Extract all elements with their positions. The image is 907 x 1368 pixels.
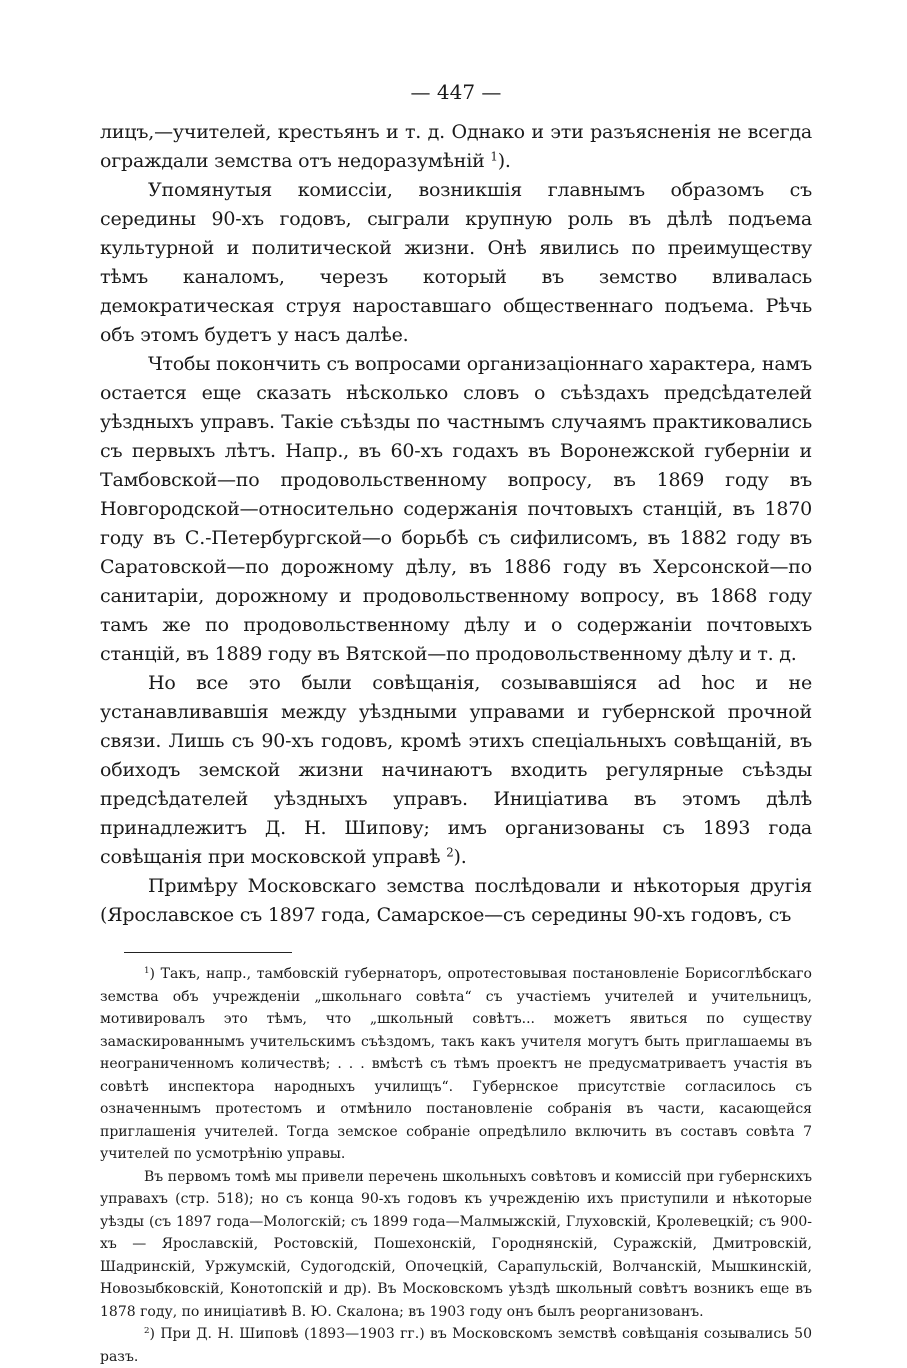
footnote-ref-2: 2 [446, 845, 454, 860]
paragraph-1 [100, 118, 812, 176]
paragraph-5 [100, 872, 812, 930]
paragraph-2 [100, 176, 812, 350]
footnote-ref-1: 1 [490, 149, 498, 164]
footnote-mark: 1 [144, 966, 150, 977]
paragraph-tail: ). [497, 150, 511, 172]
paragraph-tail: ). [453, 846, 467, 868]
footnote-text: Въ первомъ томѣ мы привели перечень школьныхъ совѣтовъ и комиссій при губернскихъ управахъ (стр. 518); но съ конца 90-хъ годовъ къ учрежденію ихъ приступили и нѣкоторые уѣзды (съ 1897 года—Мологскій; съ 1899 года—Малмыжскій, Глуховскій, Кролевецкій; съ 900-хъ — Ярославскій, Ростовскій, Пошехонскій, Городнянскій, Суражскій, Дмитровскій, Шадринскій, Уржумскій, Судогодскій, Опочецкій, Сарапульскій, Волчанскій, Мышкинскій, Новозыбковскій, Конотопскій и др). Въ Московскомъ уѣздѣ школьный совѣтъ возникъ еще въ 1878 году, по иниціативѣ В. Ю. Скалона; въ 1903 году онъ былъ реорганизованъ. [100, 1168, 812, 1320]
footnote-text: ) Такъ, напр., тамбовскій губернаторъ, опротестовывая постановленіе Борисоглѣбскаго земства объ учрежденіи „школьнаго совѣта“ съ участіемъ учителей и учительницъ, мотивировалъ это тѣмъ, что „школьный совѣтъ... можетъ явиться по существу замаскированнымъ учительскимъ съѣздомъ, такъ какъ учителя могутъ быть приглашаемы въ неограниченномъ количествѣ; . . . вмѣстѣ съ тѣмъ проектъ не предусматриваетъ участія въ совѣтѣ инспектора народныхъ училищъ“. Губернское присутствіе согласилось съ означеннымъ протестомъ и отмѣнило постановленіе собранія въ части, касающейся приглашенія учителей. Тогда земское собраніе опредѣлило включить въ составъ совѣта 7 учителей по усмотрѣнію управы. [100, 966, 812, 1162]
paragraph-text: лицъ,—учителей, крестьянъ и т. д. Однако и эти разъясненія не всегда ограждали земства отъ недоразумѣній [100, 121, 812, 172]
paragraph-text: Упомянутыя комиссіи, возникшія главнымъ образомъ съ середины 90-хъ годовъ, сыграли крупную роль въ дѣлѣ подъема культурной и политической жизни. Онѣ явились по преимуществу тѣмъ каналомъ, черезъ который въ земство вливалась демократическая струя нароставшаго общественнаго подъема. Рѣчь объ этомъ будетъ у насъ далѣе. [100, 179, 812, 346]
footnote-1-continued [100, 1166, 812, 1324]
footnote-mark: 2 [144, 1326, 150, 1337]
main-text [100, 118, 812, 930]
paragraph-4 [100, 669, 812, 872]
book-page [100, 78, 812, 1368]
footnote-1 [100, 963, 812, 1166]
paragraph-3 [100, 350, 812, 669]
page-number: — 447 — [410, 80, 502, 104]
paragraph-text: Чтобы покончить съ вопросами организаціоннаго характера, намъ остается еще сказать нѣсколько словъ о съѣздахъ предсѣдателей уѣздныхъ управъ. Такіе съѣзды по частнымъ случаямъ практиковались съ первыхъ лѣтъ. Напр., въ 60-хъ годахъ въ Воронежской губерніи и Тамбовской—по продовольственному вопросу, въ 1869 году въ Новгородской—относительно содержанія почтовыхъ станцій, въ 1870 году въ С.-Петербургской—о борьбѣ съ сифилисомъ, въ 1882 году въ Саратовской—по дорожному дѣлу, въ 1886 году въ Херсонской—по санитаріи, дорожному и продовольственному вопросу, въ 1868 году тамъ же по продовольственному дѣлу и о содержаніи почтовыхъ станцій, въ 1889 году въ Вятской—по продовольственному дѣлу и т. д. [100, 353, 812, 665]
footnote-divider [124, 952, 292, 953]
paragraph-text: Но все это были совѣщанія, созывавшіяся ad hoc и не устанавливавшія между уѣздными управами и губернской прочной связи. Лишь съ 90-хъ годовъ, кромѣ этихъ спеціальныхъ совѣщаній, въ обиходъ земской жизни начинаютъ входить регулярные съѣзды предсѣдателей уѣздныхъ управъ. Иниціатива въ этомъ дѣлѣ принадлежитъ Д. Н. Шипову; имъ организованы съ 1893 года совѣщанія при московской управѣ [100, 672, 812, 868]
paragraph-text: Примѣру Московскаго земства послѣдовали и нѣкоторыя другія (Ярославское съ 1897 года, Самарское—съ середины 90-хъ годовъ, съ [100, 875, 812, 926]
footnotes [100, 963, 812, 1368]
footnote-text: ) При Д. Н. Шиповѣ (1893—1903 гг.) въ Московскомъ земствѣ совѣщанія созывались 50 разъ. [100, 1326, 812, 1365]
